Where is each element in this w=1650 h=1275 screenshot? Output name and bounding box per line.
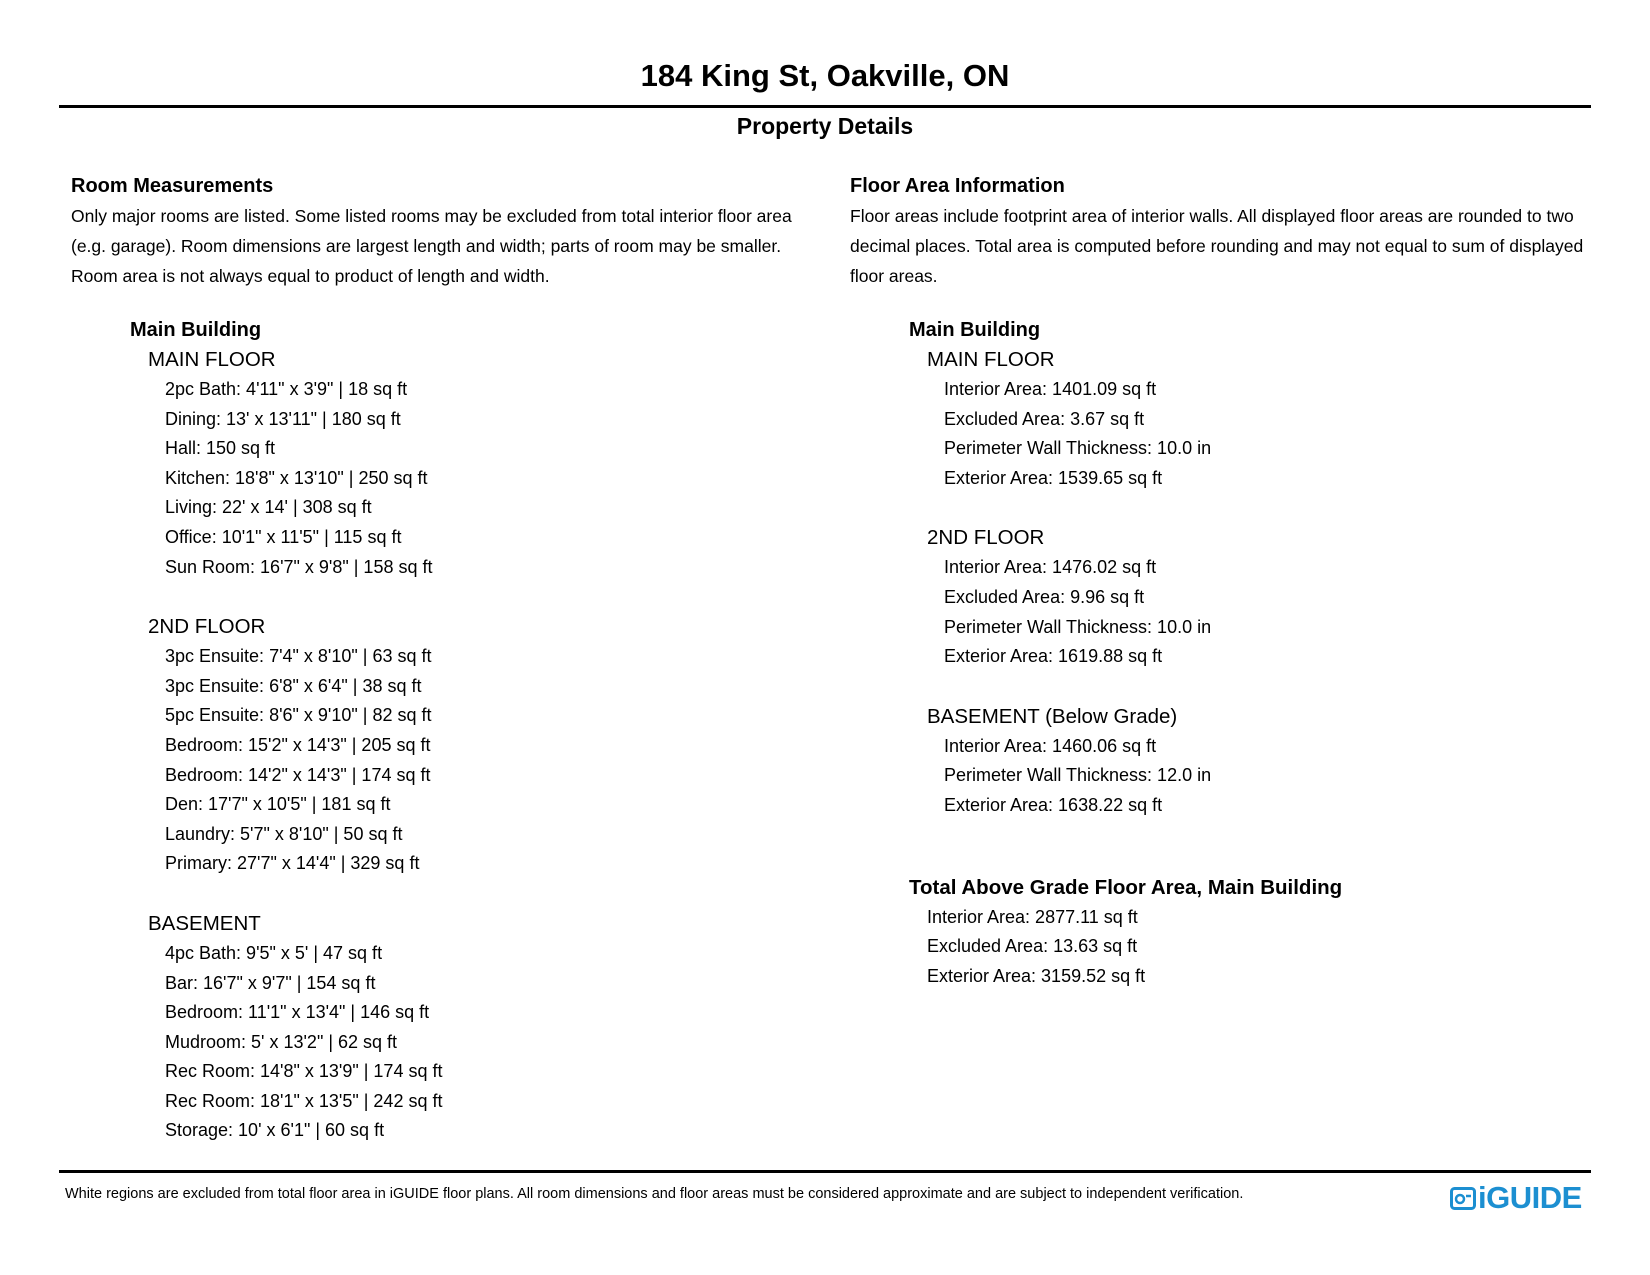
room-item: 4pc Bath: 9'5" x 5' | 47 sq ft bbox=[165, 942, 383, 963]
total-area-heading: Total Above Grade Floor Area, Main Building bbox=[909, 875, 1343, 899]
floor-name-2nd: 2ND FLOOR bbox=[927, 526, 1045, 550]
area-item: Perimeter Wall Thickness: 10.0 in bbox=[944, 616, 1212, 637]
area-item: Exterior Area: 1539.65 sq ft bbox=[944, 467, 1163, 488]
room-item: 5pc Ensuite: 8'6" x 9'10" | 82 sq ft bbox=[165, 705, 432, 726]
logo-text: iGUIDE bbox=[1478, 1180, 1582, 1215]
iguide-logo bbox=[1450, 1180, 1582, 1216]
area-item: Perimeter Wall Thickness: 10.0 in bbox=[944, 438, 1212, 459]
area-item: Interior Area: 1460.06 sq ft bbox=[944, 735, 1157, 756]
room-item: 3pc Ensuite: 6'8" x 6'4" | 38 sq ft bbox=[165, 675, 422, 696]
room-item: Living: 22' x 14' | 308 sq ft bbox=[165, 497, 372, 518]
floor-name-basement: BASEMENT bbox=[148, 911, 261, 935]
area-item: Excluded Area: 9.96 sq ft bbox=[944, 586, 1145, 607]
room-item: Den: 17'7" x 10'5" | 181 sq ft bbox=[165, 794, 391, 815]
room-item: Laundry: 5'7" x 8'10" | 50 sq ft bbox=[165, 823, 403, 844]
room-item: Storage: 10' x 6'1" | 60 sq ft bbox=[165, 1120, 385, 1141]
room-item: Kitchen: 18'8" x 13'10" | 250 sq ft bbox=[165, 467, 428, 488]
room-measurements-intro-line: (e.g. garage). Room dimensions are largest length and width; parts of room may be smaller. bbox=[71, 236, 782, 256]
room-item: Dining: 13' x 13'11" | 180 sq ft bbox=[165, 408, 401, 429]
floor-name-main: MAIN FLOOR bbox=[927, 348, 1055, 371]
floor-area-heading: Floor Area Information bbox=[850, 175, 1065, 197]
camera-icon bbox=[1450, 1185, 1476, 1211]
floor-area-intro-line: Floor areas include footprint area of interior walls. All displayed floor areas are rounded to two bbox=[850, 206, 1574, 226]
room-item: Rec Room: 18'1" x 13'5" | 242 sq ft bbox=[165, 1090, 443, 1111]
top-divider bbox=[59, 105, 1591, 108]
floor-name-2nd: 2ND FLOOR bbox=[148, 615, 266, 639]
area-item: Exterior Area: 1638.22 sq ft bbox=[944, 794, 1163, 815]
page-subtitle: Property Details bbox=[736, 113, 914, 139]
bottom-divider bbox=[59, 1170, 1591, 1173]
room-measurements-intro-line: Room area is not always equal to product of length and width. bbox=[71, 266, 550, 286]
room-item: Primary: 27'7" x 14'4" | 329 sq ft bbox=[165, 853, 420, 874]
room-item: Hall: 150 sq ft bbox=[165, 438, 276, 459]
area-item: Excluded Area: 3.67 sq ft bbox=[944, 408, 1145, 429]
area-item: Exterior Area: 1619.88 sq ft bbox=[944, 646, 1163, 667]
room-item: Bedroom: 15'2" x 14'3" | 205 sq ft bbox=[165, 734, 431, 755]
floor-area-intro-line: floor areas. bbox=[850, 266, 938, 286]
room-item: Office: 10'1" x 11'5" | 115 sq ft bbox=[165, 526, 402, 547]
room-item: Bar: 16'7" x 9'7" | 154 sq ft bbox=[165, 972, 376, 993]
area-item: Interior Area: 1401.09 sq ft bbox=[944, 379, 1157, 399]
floor-name-basement: BASEMENT (Below Grade) bbox=[927, 704, 1178, 728]
room-item: Sun Room: 16'7" x 9'8" | 158 sq ft bbox=[165, 556, 433, 577]
room-item: Bedroom: 14'2" x 14'3" | 174 sq ft bbox=[165, 764, 431, 785]
room-measurements-section bbox=[71, 171, 831, 1146]
area-item: Perimeter Wall Thickness: 12.0 in bbox=[944, 765, 1212, 786]
floor-name-main: MAIN FLOOR bbox=[148, 348, 276, 371]
floor-area-intro-line: decimal places. Total area is computed before rounding and may not equal to sum of displayed bbox=[850, 236, 1584, 256]
room-item: 3pc Ensuite: 7'4" x 8'10" | 63 sq ft bbox=[165, 646, 432, 667]
room-item: 2pc Bath: 4'11" x 3'9" | 18 sq ft bbox=[165, 379, 408, 399]
room-item: Rec Room: 14'8" x 13'9" | 174 sq ft bbox=[165, 1061, 443, 1082]
room-measurements-intro-line: Only major rooms are listed. Some listed rooms may be excluded from total interior floor area bbox=[71, 206, 792, 226]
footer-disclaimer: White regions are excluded from total floor area in iGUIDE floor plans. All room dimensions and floor areas must be considered approximate and are subject to independent verification. bbox=[65, 1186, 1244, 1202]
area-item: Interior Area: 1476.02 sq ft bbox=[944, 557, 1157, 578]
floor-area-section bbox=[850, 171, 1610, 991]
total-area-item: Exterior Area: 3159.52 sq ft bbox=[927, 965, 1146, 986]
room-measurements-heading: Room Measurements bbox=[71, 175, 274, 197]
building-heading: Main Building bbox=[130, 319, 262, 341]
total-area-item: Excluded Area: 13.63 sq ft bbox=[927, 936, 1138, 957]
building-heading: Main Building bbox=[909, 319, 1041, 341]
room-item: Bedroom: 11'1" x 13'4" | 146 sq ft bbox=[165, 1002, 430, 1023]
room-item: Mudroom: 5' x 13'2" | 62 sq ft bbox=[165, 1031, 398, 1052]
total-area-item: Interior Area: 2877.11 sq ft bbox=[927, 906, 1138, 927]
page-title: 184 King St, Oakville, ON bbox=[640, 58, 1010, 93]
